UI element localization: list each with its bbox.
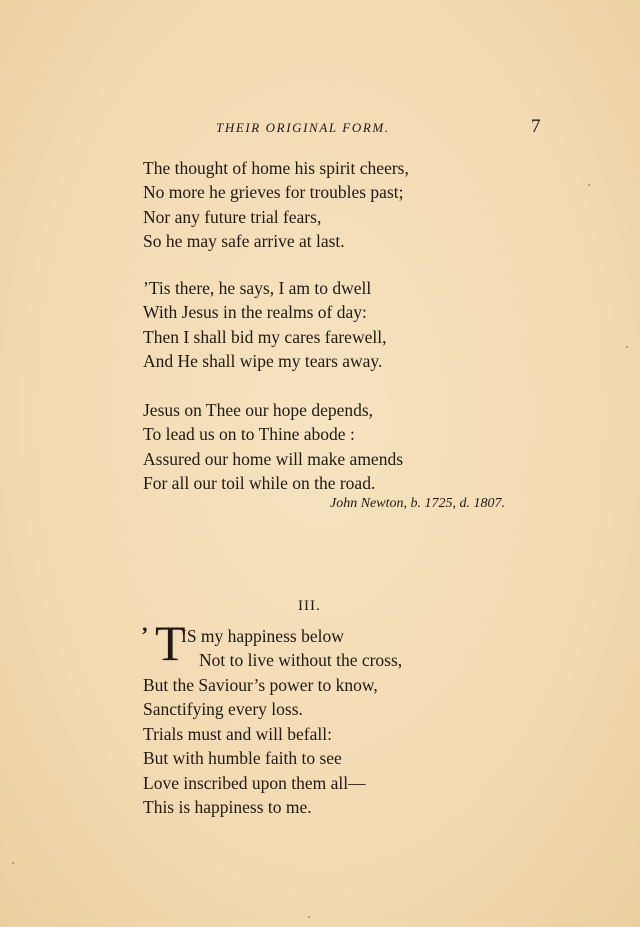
author-attribution: John Newton, b. 1725, d. 1807. [330,496,505,511]
page-number: 7 [531,116,541,137]
stanza-iii [143,673,378,819]
verse-line-dropcap-rest: IS my happiness below [181,626,344,646]
verse-line: This is happiness to me. [143,796,312,817]
verse-line: Love inscribed upon them all— [143,772,366,793]
verse-line: The thought of home his spirit cheers, [143,158,409,178]
verse-line: Jesus on Thee our hope depends, [143,400,374,420]
verse-line: But the Saviour’s power to know, [143,675,378,695]
verse-line: And He shall wipe my tears away. [143,351,383,372]
verse-line: But with humble faith to see [143,748,342,769]
verse-line: Then I shall bid my cares farewell, [143,326,387,347]
dropcap-letter: T [155,615,186,671]
stanza-3 [143,398,403,496]
verse-line: With Jesus in the realms of day: [143,302,367,323]
verse-line: Sanctifying every loss. [143,699,303,720]
verse-line-indented: Not to live without the cross, [199,650,403,670]
paper-speck [626,346,628,348]
running-head [0,118,640,138]
verse-line: For all our toil while on the road. [143,473,376,494]
verse-line: To lead us on to Thine abode : [143,424,355,445]
dropcap-apostrophe: ’ [141,622,149,647]
verse-line: Nor any future trial fears, [143,206,322,227]
stanza-2 [143,276,386,374]
stanza-1 [143,156,409,254]
paper-speck [588,184,590,186]
verse-line: Trials must and will befall: [143,723,332,744]
verse-line: Assured our home will make amends [143,448,404,469]
verse-line: ’Tis there, he says, I am to dwell [143,278,372,298]
verse-line: So he may safe arrive at last. [143,231,345,252]
paper-speck [308,916,310,918]
section-numeral: III. [298,598,321,614]
running-title: THEIR ORIGINAL FORM. [216,120,390,135]
paper-speck [12,862,14,864]
verse-line: No more he grieves for troubles past; [143,182,404,203]
